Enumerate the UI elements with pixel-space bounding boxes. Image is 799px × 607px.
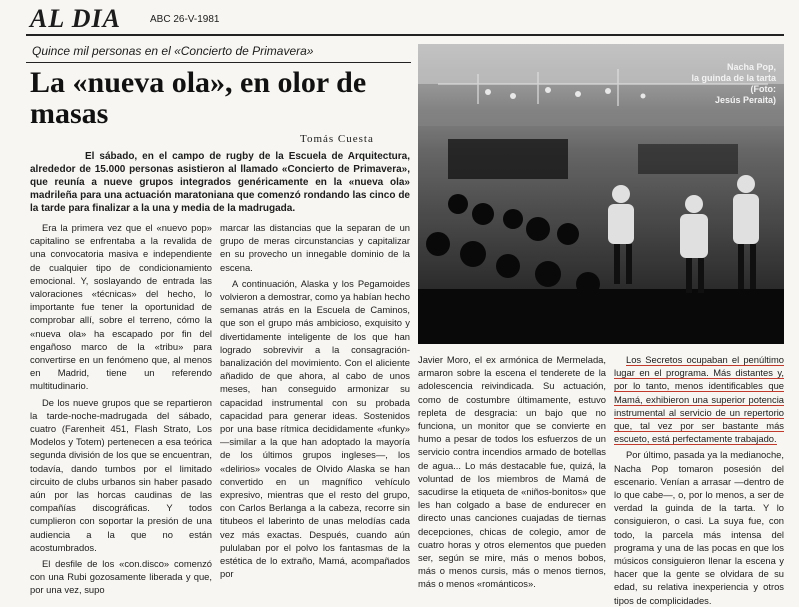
caption-line: Nacha Pop,	[726, 62, 776, 72]
text-column-2	[220, 221, 410, 583]
paragraph: A continuación, Alaska y los Pegamoides volvieron a demostrar, como ya habían hecho semanas atrás en la Escuela de Caminos, que son el grupo más ambicioso, exquisito y divertidamente inteligente de los que han logrado sobrevivir a la consagración-banalización del movimiento. Con el aliciente añadido de que ahora, al cabo de unos meses, han conseguido armonizar su capacidad instrumental con su probada capacidad para generar ideas. Sostenidos por una base rítmica decididamente «funky» —similar a la que han adoptado la mayoría de los últimos grupos ingleses—, los «delirios» vocales de Olvido Alaska se han convertido en un magnífico vehículo expresivo, mientras que el resto del grupo, con Carlos Berlanga a la cabeza, recorre sin titubeos el laberinto de unas melodías cada vez más exactas. Después, cuando aún pululaban por el polvo los fantasmas de la estética de lo extraño, Mamá, acompañados por	[220, 277, 410, 580]
text-column-1	[30, 221, 212, 596]
caption-line: la guinda de la tarta	[691, 73, 776, 83]
caption-line: (Foto:	[750, 84, 776, 94]
paragraph: De los nueve grupos que se repartieron la tarde-noche-madrugada del sábado, cuatro (Farenheit 451, Flash Strato, Los Modelos y Totem) pertenecen a esa teórica segunda división de los que se encuentran, todavía, dando tumbos por el limitado circuito de clubs urbanos sin haber pasado aún por las horcas caudinas de las compañías discográficas. Y todos cumplieron con soportar la presión de una audiencia a la que no están acostumbrados.	[30, 396, 212, 553]
paragraph: marcar las distancias que la separan de un grupo de meras circunstancias y capitalizar en su provecho un innegable dominio de la escena.	[220, 222, 410, 273]
article-byline: Tomás Cuesta	[300, 133, 374, 145]
highlighted-paragraph	[614, 353, 784, 445]
section-title: AL DIA	[30, 4, 121, 33]
text-column-4	[614, 353, 784, 606]
article-lead: El sábado, en el campo de rugby de la Escuela de Arquitectura, alrededor de 15.000 personas asistieron al llamado «Concierto de Primavera», que reunía a nueve grupos integrados genéricamente en la «nueva ola» madrileña para una actuación maratoniana que comenzó rondando las cinco de la tarde para finalizar a la una y media de la madrugada.	[30, 151, 410, 214]
article-kicker: Quince mil personas en el «Concierto de Primavera»	[32, 44, 314, 58]
article-headline: La «nueva ola», en olor de masas	[30, 66, 367, 130]
concert-photo	[418, 44, 784, 344]
paragraph: Por último, pasada ya la medianoche, Nacha Pop tomaron posesión del escenario. Venían a arrasar —dentro de lo que cabe—, o, por lo menos, a ser de verdad la guinda de la tarta. Y lo consiguieron, o casi. La suya fue, con todo, la parcela más intensa del programa y una de las pocas en que los músicos consiguieron llenar la escena y hacer que la gente se olvidara de su edad, su relativa inexperiencia y otros tipos de complicidades.	[614, 449, 784, 606]
paragraph: Javier Moro, el ex armónica de Mermelada, armaron sobre la escena el tenderete de la adolescencia reivindicada. Su actuación, como de costumbre últimamente, estuvo repleta de desgracia: un bajo que no funciona, un monitor que se convierte en humo a pesar de todos los esfuerzos de un servicio contra incendios armado de botellas de agua... Lo más destacable fue, quizá, la voluntad de los miembros de Mamá de sacudirse la etiqueta de «niños-bonitos» que les han colgado a base de endurecer en directo unas canciones cuajadas de tiernas decepciones, chicas de colegio, amor de cuatro horas y otros elementos que pueden ser, según se mire, más o menos bobos, más o menos cursis, más o menos tiernos, más o menos «románticos».	[418, 354, 606, 590]
photo-caption	[646, 62, 776, 106]
kicker-rule	[26, 62, 411, 63]
section-date: ABC 26-V-1981	[150, 14, 220, 25]
caption-line: Jesús Peraita)	[714, 95, 776, 105]
top-rule	[26, 34, 784, 36]
text-column-3	[418, 353, 606, 590]
paragraph: Era la primera vez que el «nuevo pop» capitalino se enfrentaba a la revalida de una convocatoria masiva e independiente de cualquier tipo de condicionamiento emocional. Y, soslayando de entrada las valoraciones «técnicas» del hecho, lo importante fue tener la oportunidad de comprobar allí, sobre el terreno, cómo la «nueva ola» ha escapado por fin del engañoso marco de la «tribu» para convertirse en un fenómeno que, al menos en Madrid, tiene un referendo multitudinario.	[30, 222, 212, 392]
paragraph: El desfile de los «con.disco» comenzó con una Rubi gozosamente liberada y que, por una vez, supo	[30, 558, 212, 596]
highlighted-text: Los Secretos ocupaban el penúltimo lugar en el programa. Más distantes y, por lo tanto, menos identificables que Mamá, exhibieron una superior potencia instrumental al servicio de un repertorio que, tal vez por ser bastante más escueto, está perfectamente trabajado.	[614, 354, 784, 445]
